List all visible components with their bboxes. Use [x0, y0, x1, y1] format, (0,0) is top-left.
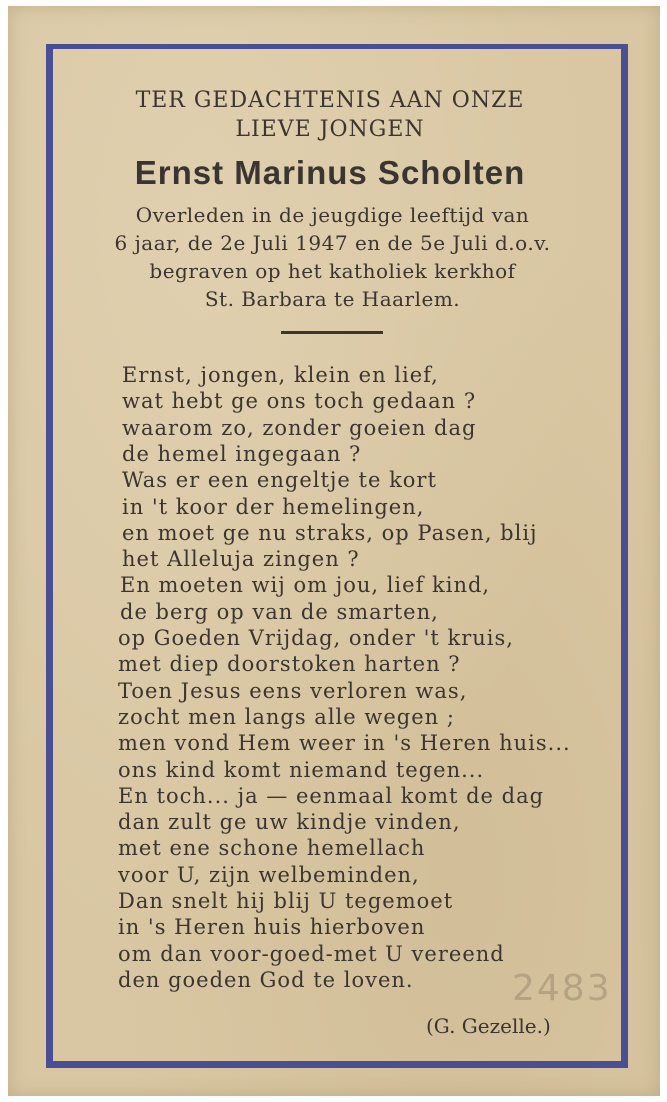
poem-line: zocht men langs alle wegen ; — [118, 704, 455, 729]
poem-line: de hemel ingegaan ? — [122, 441, 362, 466]
poem-line: men vond Hem weer in 's Heren huis... — [118, 731, 571, 756]
poem-line: Was er een engeltje te kort — [122, 468, 437, 493]
deceased-name: Ernst Marinus Scholten — [134, 154, 526, 191]
poem-line: om dan voor-goed-met U vereend — [118, 941, 505, 966]
poem-line: wat hebt ge ons toch gedaan ? — [122, 389, 477, 414]
bio-line-1: Overleden in de jeugdige leeftijd van — [135, 203, 530, 227]
poem-line: voor U, zijn welbeminden, — [118, 862, 420, 887]
poem-line: in 's Heren huis hierboven — [118, 915, 426, 940]
poem-line: met ene schone hemellach — [118, 836, 426, 861]
poem-line: met diep doorstoken harten ? — [118, 652, 461, 677]
poem-line: den goeden God te loven. — [118, 967, 414, 992]
poem-line: Dan snelt hij blij U tegemoet — [118, 889, 454, 913]
poem-line: Ernst, jongen, klein en lief, — [122, 363, 439, 387]
poem-line: en moet ge nu straks, op Pasen, blij — [122, 520, 538, 545]
poem-line: de berg op van de smarten, — [120, 599, 439, 624]
bio-line-3: begraven op het katholiek kerkhof — [149, 259, 516, 283]
poem-line: waarom zo, zonder goeien dag — [122, 415, 477, 440]
bio-line-4: St. Barbara te Haarlem. — [204, 287, 461, 311]
poem-author: (G. Gezelle.) — [426, 1014, 551, 1038]
header-line-1: TER GEDACHTENIS AAN ONZE — [135, 88, 525, 113]
header-line-2: LIEVE JONGEN — [235, 117, 425, 142]
poem-line: het Alleluja zingen ? — [122, 547, 360, 572]
bio-line-2: 6 jaar, de 2e Juli 1947 en de 5e Juli d.o.v. — [114, 231, 551, 255]
poem-line: in 't koor der hemelingen, — [122, 494, 425, 519]
archive-number-stamp: 2483 — [512, 968, 612, 1009]
poem-line: En toch... ja — eenmaal komt de dag — [118, 783, 545, 808]
poem-line: Toen Jesus eens verloren was, — [118, 678, 468, 703]
poem-line: op Goeden Vrijdag, onder 't kruis, — [118, 626, 514, 650]
poem-line: ons kind komt niemand tegen... — [118, 757, 485, 782]
poem-line: En moeten wij om jou, lief kind, — [120, 573, 491, 598]
divider-line — [281, 331, 383, 334]
poem-line: dan zult ge uw kindje vinden, — [118, 810, 461, 835]
